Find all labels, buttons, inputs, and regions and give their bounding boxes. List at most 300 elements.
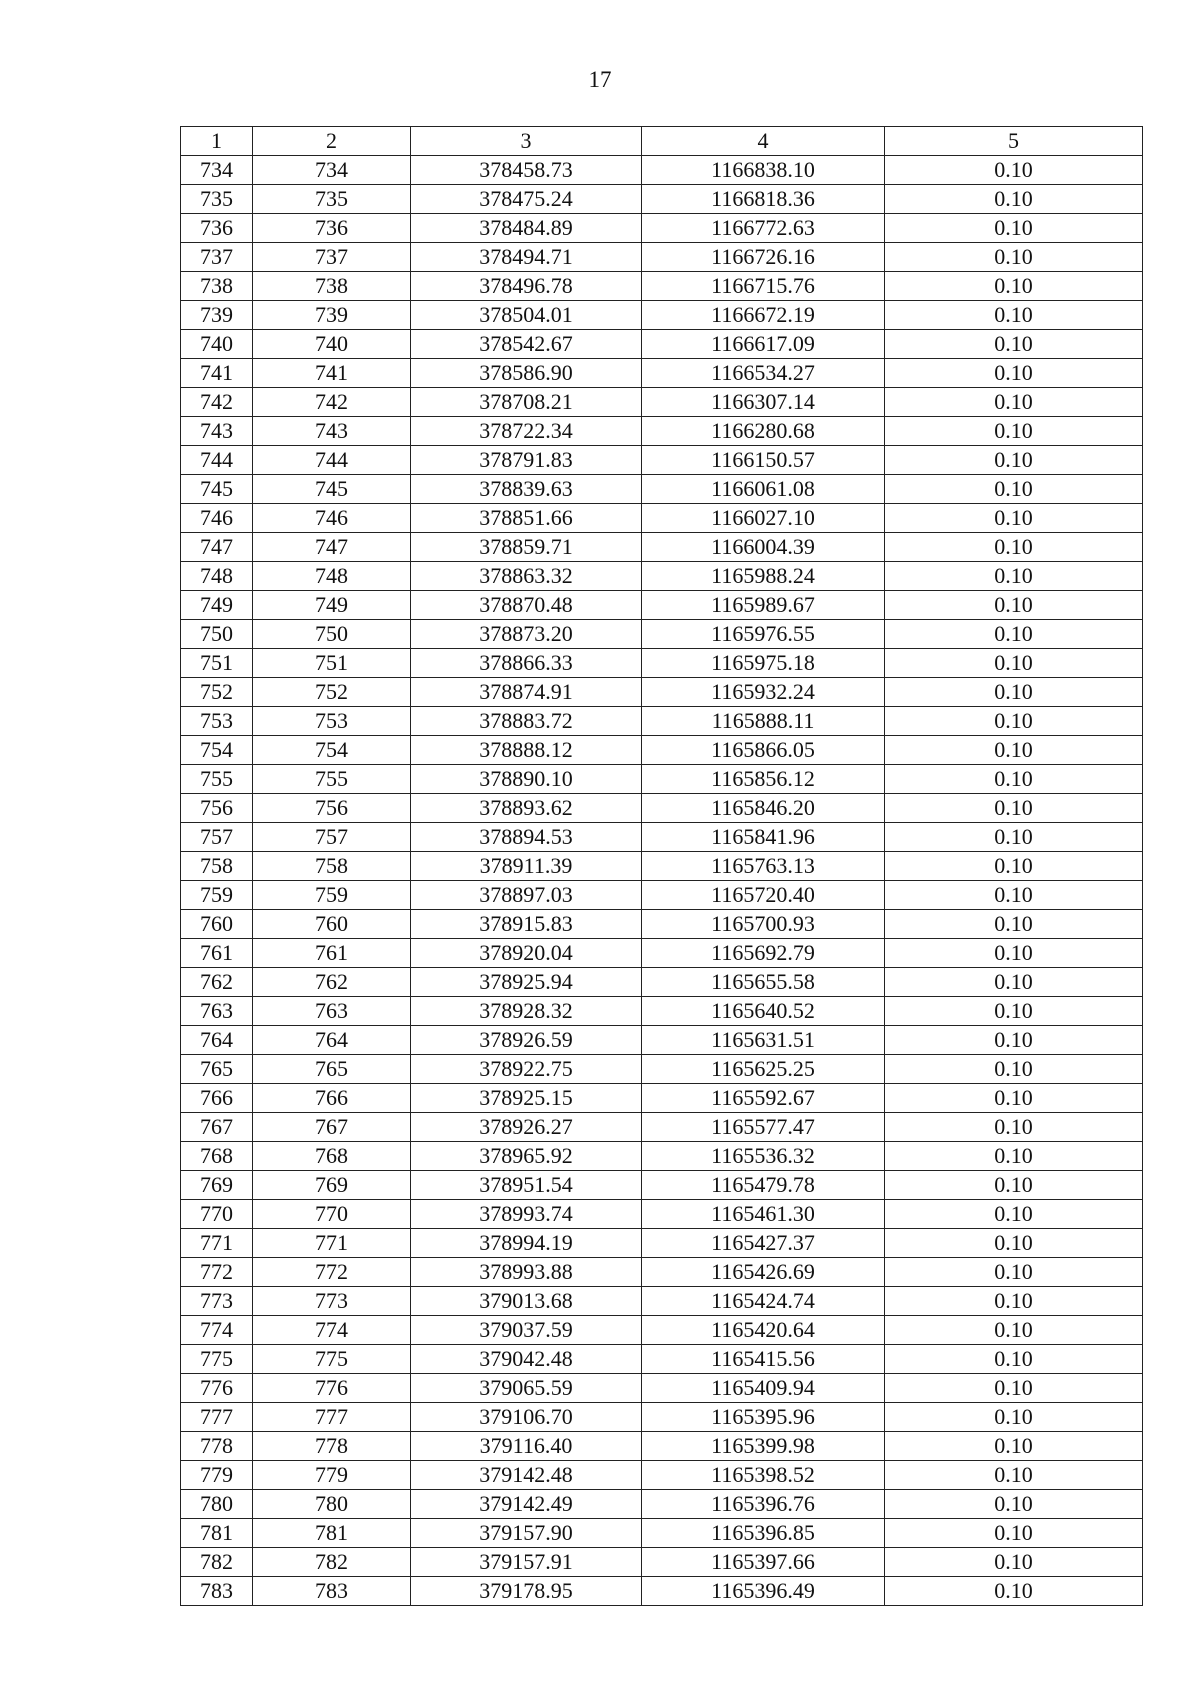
accuracy-cell: 0.10 <box>885 1026 1143 1055</box>
accuracy-cell: 0.10 <box>885 272 1143 301</box>
point-id-cell: 743 <box>253 417 411 446</box>
table-row <box>181 388 1143 417</box>
accuracy-cell: 0.10 <box>885 1432 1143 1461</box>
point-number-cell: 759 <box>181 881 253 910</box>
table-row <box>181 243 1143 272</box>
point-number-cell: 741 <box>181 359 253 388</box>
x-coordinate-cell: 379037.59 <box>411 1316 642 1345</box>
point-number-cell: 736 <box>181 214 253 243</box>
y-coordinate-cell: 1166534.27 <box>642 359 885 388</box>
accuracy-cell: 0.10 <box>885 504 1143 533</box>
point-id-cell: 774 <box>253 1316 411 1345</box>
accuracy-cell: 0.10 <box>885 678 1143 707</box>
accuracy-cell: 0.10 <box>885 1461 1143 1490</box>
point-number-cell: 780 <box>181 1490 253 1519</box>
point-number-cell: 750 <box>181 620 253 649</box>
y-coordinate-cell: 1165692.79 <box>642 939 885 968</box>
table-row <box>181 272 1143 301</box>
point-id-cell: 762 <box>253 968 411 997</box>
x-coordinate-cell: 378458.73 <box>411 156 642 185</box>
point-number-cell: 767 <box>181 1113 253 1142</box>
point-id-cell: 736 <box>253 214 411 243</box>
x-coordinate-cell: 378859.71 <box>411 533 642 562</box>
y-coordinate-cell: 1165424.74 <box>642 1287 885 1316</box>
accuracy-cell: 0.10 <box>885 475 1143 504</box>
x-coordinate-cell: 378928.32 <box>411 997 642 1026</box>
point-id-cell: 749 <box>253 591 411 620</box>
y-coordinate-cell: 1165536.32 <box>642 1142 885 1171</box>
table-row <box>181 997 1143 1026</box>
table-row <box>181 1345 1143 1374</box>
x-coordinate-cell: 379065.59 <box>411 1374 642 1403</box>
point-id-cell: 768 <box>253 1142 411 1171</box>
x-coordinate-cell: 378965.92 <box>411 1142 642 1171</box>
point-id-cell: 757 <box>253 823 411 852</box>
x-coordinate-cell: 379106.70 <box>411 1403 642 1432</box>
point-id-cell: 742 <box>253 388 411 417</box>
y-coordinate-cell: 1165398.52 <box>642 1461 885 1490</box>
table-row <box>181 620 1143 649</box>
point-number-cell: 743 <box>181 417 253 446</box>
x-coordinate-cell: 378791.83 <box>411 446 642 475</box>
table-row <box>181 736 1143 765</box>
y-coordinate-cell: 1165976.55 <box>642 620 885 649</box>
y-coordinate-cell: 1166772.63 <box>642 214 885 243</box>
y-coordinate-cell: 1166818.36 <box>642 185 885 214</box>
point-id-cell: 747 <box>253 533 411 562</box>
accuracy-cell: 0.10 <box>885 446 1143 475</box>
point-id-cell: 769 <box>253 1171 411 1200</box>
table-row <box>181 1461 1143 1490</box>
y-coordinate-cell: 1165395.96 <box>642 1403 885 1432</box>
point-number-cell: 783 <box>181 1577 253 1606</box>
y-coordinate-cell: 1165396.49 <box>642 1577 885 1606</box>
y-coordinate-cell: 1165975.18 <box>642 649 885 678</box>
point-id-cell: 761 <box>253 939 411 968</box>
point-id-cell: 751 <box>253 649 411 678</box>
x-coordinate-cell: 378993.74 <box>411 1200 642 1229</box>
table-row <box>181 1142 1143 1171</box>
point-number-cell: 762 <box>181 968 253 997</box>
point-number-cell: 752 <box>181 678 253 707</box>
accuracy-cell: 0.10 <box>885 910 1143 939</box>
point-number-cell: 777 <box>181 1403 253 1432</box>
table-row <box>181 823 1143 852</box>
y-coordinate-cell: 1166307.14 <box>642 388 885 417</box>
column-header-4: 4 <box>642 127 885 156</box>
accuracy-cell: 0.10 <box>885 1258 1143 1287</box>
point-number-cell: 740 <box>181 330 253 359</box>
point-number-cell: 763 <box>181 997 253 1026</box>
accuracy-cell: 0.10 <box>885 1548 1143 1577</box>
accuracy-cell: 0.10 <box>885 301 1143 330</box>
y-coordinate-cell: 1165841.96 <box>642 823 885 852</box>
accuracy-cell: 0.10 <box>885 794 1143 823</box>
table-row <box>181 1229 1143 1258</box>
accuracy-cell: 0.10 <box>885 968 1143 997</box>
table-row <box>181 591 1143 620</box>
point-id-cell: 766 <box>253 1084 411 1113</box>
x-coordinate-cell: 379157.90 <box>411 1519 642 1548</box>
table-row <box>181 649 1143 678</box>
accuracy-cell: 0.10 <box>885 1084 1143 1113</box>
point-id-cell: 739 <box>253 301 411 330</box>
accuracy-cell: 0.10 <box>885 1519 1143 1548</box>
accuracy-cell: 0.10 <box>885 1142 1143 1171</box>
table-row <box>181 1258 1143 1287</box>
y-coordinate-cell: 1165479.78 <box>642 1171 885 1200</box>
point-id-cell: 783 <box>253 1577 411 1606</box>
point-number-cell: 744 <box>181 446 253 475</box>
x-coordinate-cell: 379157.91 <box>411 1548 642 1577</box>
y-coordinate-cell: 1165409.94 <box>642 1374 885 1403</box>
point-number-cell: 771 <box>181 1229 253 1258</box>
point-number-cell: 773 <box>181 1287 253 1316</box>
y-coordinate-cell: 1165932.24 <box>642 678 885 707</box>
accuracy-cell: 0.10 <box>885 939 1143 968</box>
point-id-cell: 775 <box>253 1345 411 1374</box>
table-row <box>181 475 1143 504</box>
point-number-cell: 757 <box>181 823 253 852</box>
table-row <box>181 1113 1143 1142</box>
point-number-cell: 761 <box>181 939 253 968</box>
table-row <box>181 939 1143 968</box>
table-row <box>181 1519 1143 1548</box>
y-coordinate-cell: 1166027.10 <box>642 504 885 533</box>
table-row <box>181 417 1143 446</box>
accuracy-cell: 0.10 <box>885 1577 1143 1606</box>
table-row <box>181 504 1143 533</box>
point-id-cell: 745 <box>253 475 411 504</box>
accuracy-cell: 0.10 <box>885 243 1143 272</box>
table-row <box>181 968 1143 997</box>
accuracy-cell: 0.10 <box>885 533 1143 562</box>
y-coordinate-cell: 1166004.39 <box>642 533 885 562</box>
accuracy-cell: 0.10 <box>885 1200 1143 1229</box>
point-id-cell: 755 <box>253 765 411 794</box>
point-number-cell: 746 <box>181 504 253 533</box>
point-id-cell: 756 <box>253 794 411 823</box>
point-id-cell: 776 <box>253 1374 411 1403</box>
point-id-cell: 748 <box>253 562 411 591</box>
y-coordinate-cell: 1165426.69 <box>642 1258 885 1287</box>
x-coordinate-cell: 379042.48 <box>411 1345 642 1374</box>
y-coordinate-cell: 1165427.37 <box>642 1229 885 1258</box>
x-coordinate-cell: 378911.39 <box>411 852 642 881</box>
point-id-cell: 778 <box>253 1432 411 1461</box>
y-coordinate-cell: 1165988.24 <box>642 562 885 591</box>
y-coordinate-cell: 1165631.51 <box>642 1026 885 1055</box>
x-coordinate-cell: 378542.67 <box>411 330 642 359</box>
table-row <box>181 156 1143 185</box>
accuracy-cell: 0.10 <box>885 156 1143 185</box>
accuracy-cell: 0.10 <box>885 1374 1143 1403</box>
point-id-cell: 750 <box>253 620 411 649</box>
x-coordinate-cell: 378873.20 <box>411 620 642 649</box>
y-coordinate-cell: 1165396.85 <box>642 1519 885 1548</box>
point-number-cell: 755 <box>181 765 253 794</box>
point-id-cell: 771 <box>253 1229 411 1258</box>
point-number-cell: 769 <box>181 1171 253 1200</box>
accuracy-cell: 0.10 <box>885 1316 1143 1345</box>
accuracy-cell: 0.10 <box>885 359 1143 388</box>
point-id-cell: 773 <box>253 1287 411 1316</box>
table-body <box>181 156 1143 1606</box>
y-coordinate-cell: 1165396.76 <box>642 1490 885 1519</box>
point-number-cell: 768 <box>181 1142 253 1171</box>
x-coordinate-cell: 378504.01 <box>411 301 642 330</box>
point-number-cell: 764 <box>181 1026 253 1055</box>
accuracy-cell: 0.10 <box>885 765 1143 794</box>
x-coordinate-cell: 378484.89 <box>411 214 642 243</box>
point-id-cell: 782 <box>253 1548 411 1577</box>
point-number-cell: 751 <box>181 649 253 678</box>
accuracy-cell: 0.10 <box>885 1113 1143 1142</box>
y-coordinate-cell: 1165399.98 <box>642 1432 885 1461</box>
point-id-cell: 754 <box>253 736 411 765</box>
accuracy-cell: 0.10 <box>885 620 1143 649</box>
table-row <box>181 330 1143 359</box>
y-coordinate-cell: 1166061.08 <box>642 475 885 504</box>
x-coordinate-cell: 378496.78 <box>411 272 642 301</box>
point-id-cell: 777 <box>253 1403 411 1432</box>
x-coordinate-cell: 378920.04 <box>411 939 642 968</box>
column-header-3: 3 <box>411 127 642 156</box>
x-coordinate-cell: 378897.03 <box>411 881 642 910</box>
x-coordinate-cell: 378494.71 <box>411 243 642 272</box>
table-row <box>181 533 1143 562</box>
table-row <box>181 301 1143 330</box>
point-id-cell: 753 <box>253 707 411 736</box>
point-id-cell: 741 <box>253 359 411 388</box>
accuracy-cell: 0.10 <box>885 591 1143 620</box>
point-id-cell: 772 <box>253 1258 411 1287</box>
y-coordinate-cell: 1165763.13 <box>642 852 885 881</box>
table-row <box>181 794 1143 823</box>
x-coordinate-cell: 379013.68 <box>411 1287 642 1316</box>
y-coordinate-cell: 1165720.40 <box>642 881 885 910</box>
table-row <box>181 1403 1143 1432</box>
table-row <box>181 1548 1143 1577</box>
table-row <box>181 881 1143 910</box>
y-coordinate-cell: 1165461.30 <box>642 1200 885 1229</box>
x-coordinate-cell: 379142.48 <box>411 1461 642 1490</box>
point-id-cell: 738 <box>253 272 411 301</box>
accuracy-cell: 0.10 <box>885 1055 1143 1084</box>
y-coordinate-cell: 1165577.47 <box>642 1113 885 1142</box>
x-coordinate-cell: 378922.75 <box>411 1055 642 1084</box>
point-number-cell: 748 <box>181 562 253 591</box>
x-coordinate-cell: 378586.90 <box>411 359 642 388</box>
x-coordinate-cell: 378708.21 <box>411 388 642 417</box>
point-id-cell: 737 <box>253 243 411 272</box>
x-coordinate-cell: 378994.19 <box>411 1229 642 1258</box>
x-coordinate-cell: 378925.94 <box>411 968 642 997</box>
point-number-cell: 766 <box>181 1084 253 1113</box>
page-number: 17 <box>588 67 612 92</box>
table-row <box>181 1171 1143 1200</box>
y-coordinate-cell: 1165420.64 <box>642 1316 885 1345</box>
table-row <box>181 1084 1143 1113</box>
point-id-cell: 764 <box>253 1026 411 1055</box>
y-coordinate-cell: 1166150.57 <box>642 446 885 475</box>
x-coordinate-cell: 378893.62 <box>411 794 642 823</box>
header-row <box>181 127 1143 156</box>
accuracy-cell: 0.10 <box>885 1403 1143 1432</box>
table-row <box>181 1055 1143 1084</box>
x-coordinate-cell: 378851.66 <box>411 504 642 533</box>
point-number-cell: 739 <box>181 301 253 330</box>
point-number-cell: 775 <box>181 1345 253 1374</box>
y-coordinate-cell: 1166715.76 <box>642 272 885 301</box>
x-coordinate-cell: 378874.91 <box>411 678 642 707</box>
accuracy-cell: 0.10 <box>885 649 1143 678</box>
y-coordinate-cell: 1165989.67 <box>642 591 885 620</box>
accuracy-cell: 0.10 <box>885 823 1143 852</box>
point-id-cell: 760 <box>253 910 411 939</box>
accuracy-cell: 0.10 <box>885 214 1143 243</box>
x-coordinate-cell: 378863.32 <box>411 562 642 591</box>
x-coordinate-cell: 378993.88 <box>411 1258 642 1287</box>
accuracy-cell: 0.10 <box>885 1229 1143 1258</box>
y-coordinate-cell: 1165846.20 <box>642 794 885 823</box>
x-coordinate-cell: 378915.83 <box>411 910 642 939</box>
point-number-cell: 782 <box>181 1548 253 1577</box>
accuracy-cell: 0.10 <box>885 1287 1143 1316</box>
table-row <box>181 1200 1143 1229</box>
point-id-cell: 763 <box>253 997 411 1026</box>
table-row <box>181 359 1143 388</box>
accuracy-cell: 0.10 <box>885 1490 1143 1519</box>
table-row <box>181 1287 1143 1316</box>
y-coordinate-cell: 1165625.25 <box>642 1055 885 1084</box>
table-row <box>181 910 1143 939</box>
x-coordinate-cell: 378870.48 <box>411 591 642 620</box>
point-id-cell: 765 <box>253 1055 411 1084</box>
point-number-cell: 765 <box>181 1055 253 1084</box>
point-id-cell: 734 <box>253 156 411 185</box>
point-number-cell: 754 <box>181 736 253 765</box>
y-coordinate-cell: 1165888.11 <box>642 707 885 736</box>
point-id-cell: 770 <box>253 1200 411 1229</box>
column-header-2: 2 <box>253 127 411 156</box>
column-header-1: 1 <box>181 127 253 156</box>
point-id-cell: 780 <box>253 1490 411 1519</box>
table-row <box>181 1432 1143 1461</box>
x-coordinate-cell: 378883.72 <box>411 707 642 736</box>
y-coordinate-cell: 1165592.67 <box>642 1084 885 1113</box>
point-id-cell: 779 <box>253 1461 411 1490</box>
column-header-5: 5 <box>885 127 1143 156</box>
y-coordinate-cell: 1166838.10 <box>642 156 885 185</box>
accuracy-cell: 0.10 <box>885 388 1143 417</box>
x-coordinate-cell: 378890.10 <box>411 765 642 794</box>
x-coordinate-cell: 378866.33 <box>411 649 642 678</box>
point-number-cell: 758 <box>181 852 253 881</box>
table-row <box>181 562 1143 591</box>
table-row <box>181 446 1143 475</box>
accuracy-cell: 0.10 <box>885 330 1143 359</box>
x-coordinate-cell: 378926.27 <box>411 1113 642 1142</box>
point-number-cell: 745 <box>181 475 253 504</box>
point-number-cell: 734 <box>181 156 253 185</box>
point-id-cell: 752 <box>253 678 411 707</box>
y-coordinate-cell: 1165415.56 <box>642 1345 885 1374</box>
x-coordinate-cell: 378839.63 <box>411 475 642 504</box>
point-id-cell: 744 <box>253 446 411 475</box>
accuracy-cell: 0.10 <box>885 185 1143 214</box>
table-row <box>181 678 1143 707</box>
point-id-cell: 735 <box>253 185 411 214</box>
point-number-cell: 774 <box>181 1316 253 1345</box>
point-number-cell: 770 <box>181 1200 253 1229</box>
point-number-cell: 747 <box>181 533 253 562</box>
table-row <box>181 1026 1143 1055</box>
table-row <box>181 1374 1143 1403</box>
point-id-cell: 758 <box>253 852 411 881</box>
point-number-cell: 772 <box>181 1258 253 1287</box>
y-coordinate-cell: 1165856.12 <box>642 765 885 794</box>
accuracy-cell: 0.10 <box>885 881 1143 910</box>
point-id-cell: 781 <box>253 1519 411 1548</box>
y-coordinate-cell: 1166617.09 <box>642 330 885 359</box>
x-coordinate-cell: 379116.40 <box>411 1432 642 1461</box>
point-number-cell: 760 <box>181 910 253 939</box>
accuracy-cell: 0.10 <box>885 417 1143 446</box>
y-coordinate-cell: 1166672.19 <box>642 301 885 330</box>
point-number-cell: 776 <box>181 1374 253 1403</box>
accuracy-cell: 0.10 <box>885 1345 1143 1374</box>
point-id-cell: 746 <box>253 504 411 533</box>
point-id-cell: 759 <box>253 881 411 910</box>
y-coordinate-cell: 1165655.58 <box>642 968 885 997</box>
table-header <box>181 127 1143 156</box>
table-row <box>181 185 1143 214</box>
point-number-cell: 735 <box>181 185 253 214</box>
y-coordinate-cell: 1166280.68 <box>642 417 885 446</box>
coordinates-table <box>180 126 1143 1606</box>
x-coordinate-cell: 378926.59 <box>411 1026 642 1055</box>
y-coordinate-cell: 1166726.16 <box>642 243 885 272</box>
accuracy-cell: 0.10 <box>885 707 1143 736</box>
point-number-cell: 778 <box>181 1432 253 1461</box>
table-row <box>181 852 1143 881</box>
table-row <box>181 1490 1143 1519</box>
table-row <box>181 1316 1143 1345</box>
y-coordinate-cell: 1165640.52 <box>642 997 885 1026</box>
point-number-cell: 779 <box>181 1461 253 1490</box>
y-coordinate-cell: 1165866.05 <box>642 736 885 765</box>
y-coordinate-cell: 1165397.66 <box>642 1548 885 1577</box>
y-coordinate-cell: 1165700.93 <box>642 910 885 939</box>
x-coordinate-cell: 379178.95 <box>411 1577 642 1606</box>
accuracy-cell: 0.10 <box>885 562 1143 591</box>
point-number-cell: 749 <box>181 591 253 620</box>
point-number-cell: 737 <box>181 243 253 272</box>
x-coordinate-cell: 379142.49 <box>411 1490 642 1519</box>
accuracy-cell: 0.10 <box>885 997 1143 1026</box>
point-id-cell: 740 <box>253 330 411 359</box>
point-number-cell: 753 <box>181 707 253 736</box>
point-number-cell: 738 <box>181 272 253 301</box>
x-coordinate-cell: 378894.53 <box>411 823 642 852</box>
x-coordinate-cell: 378475.24 <box>411 185 642 214</box>
point-number-cell: 742 <box>181 388 253 417</box>
point-id-cell: 767 <box>253 1113 411 1142</box>
table-row <box>181 707 1143 736</box>
table-row <box>181 765 1143 794</box>
accuracy-cell: 0.10 <box>885 736 1143 765</box>
